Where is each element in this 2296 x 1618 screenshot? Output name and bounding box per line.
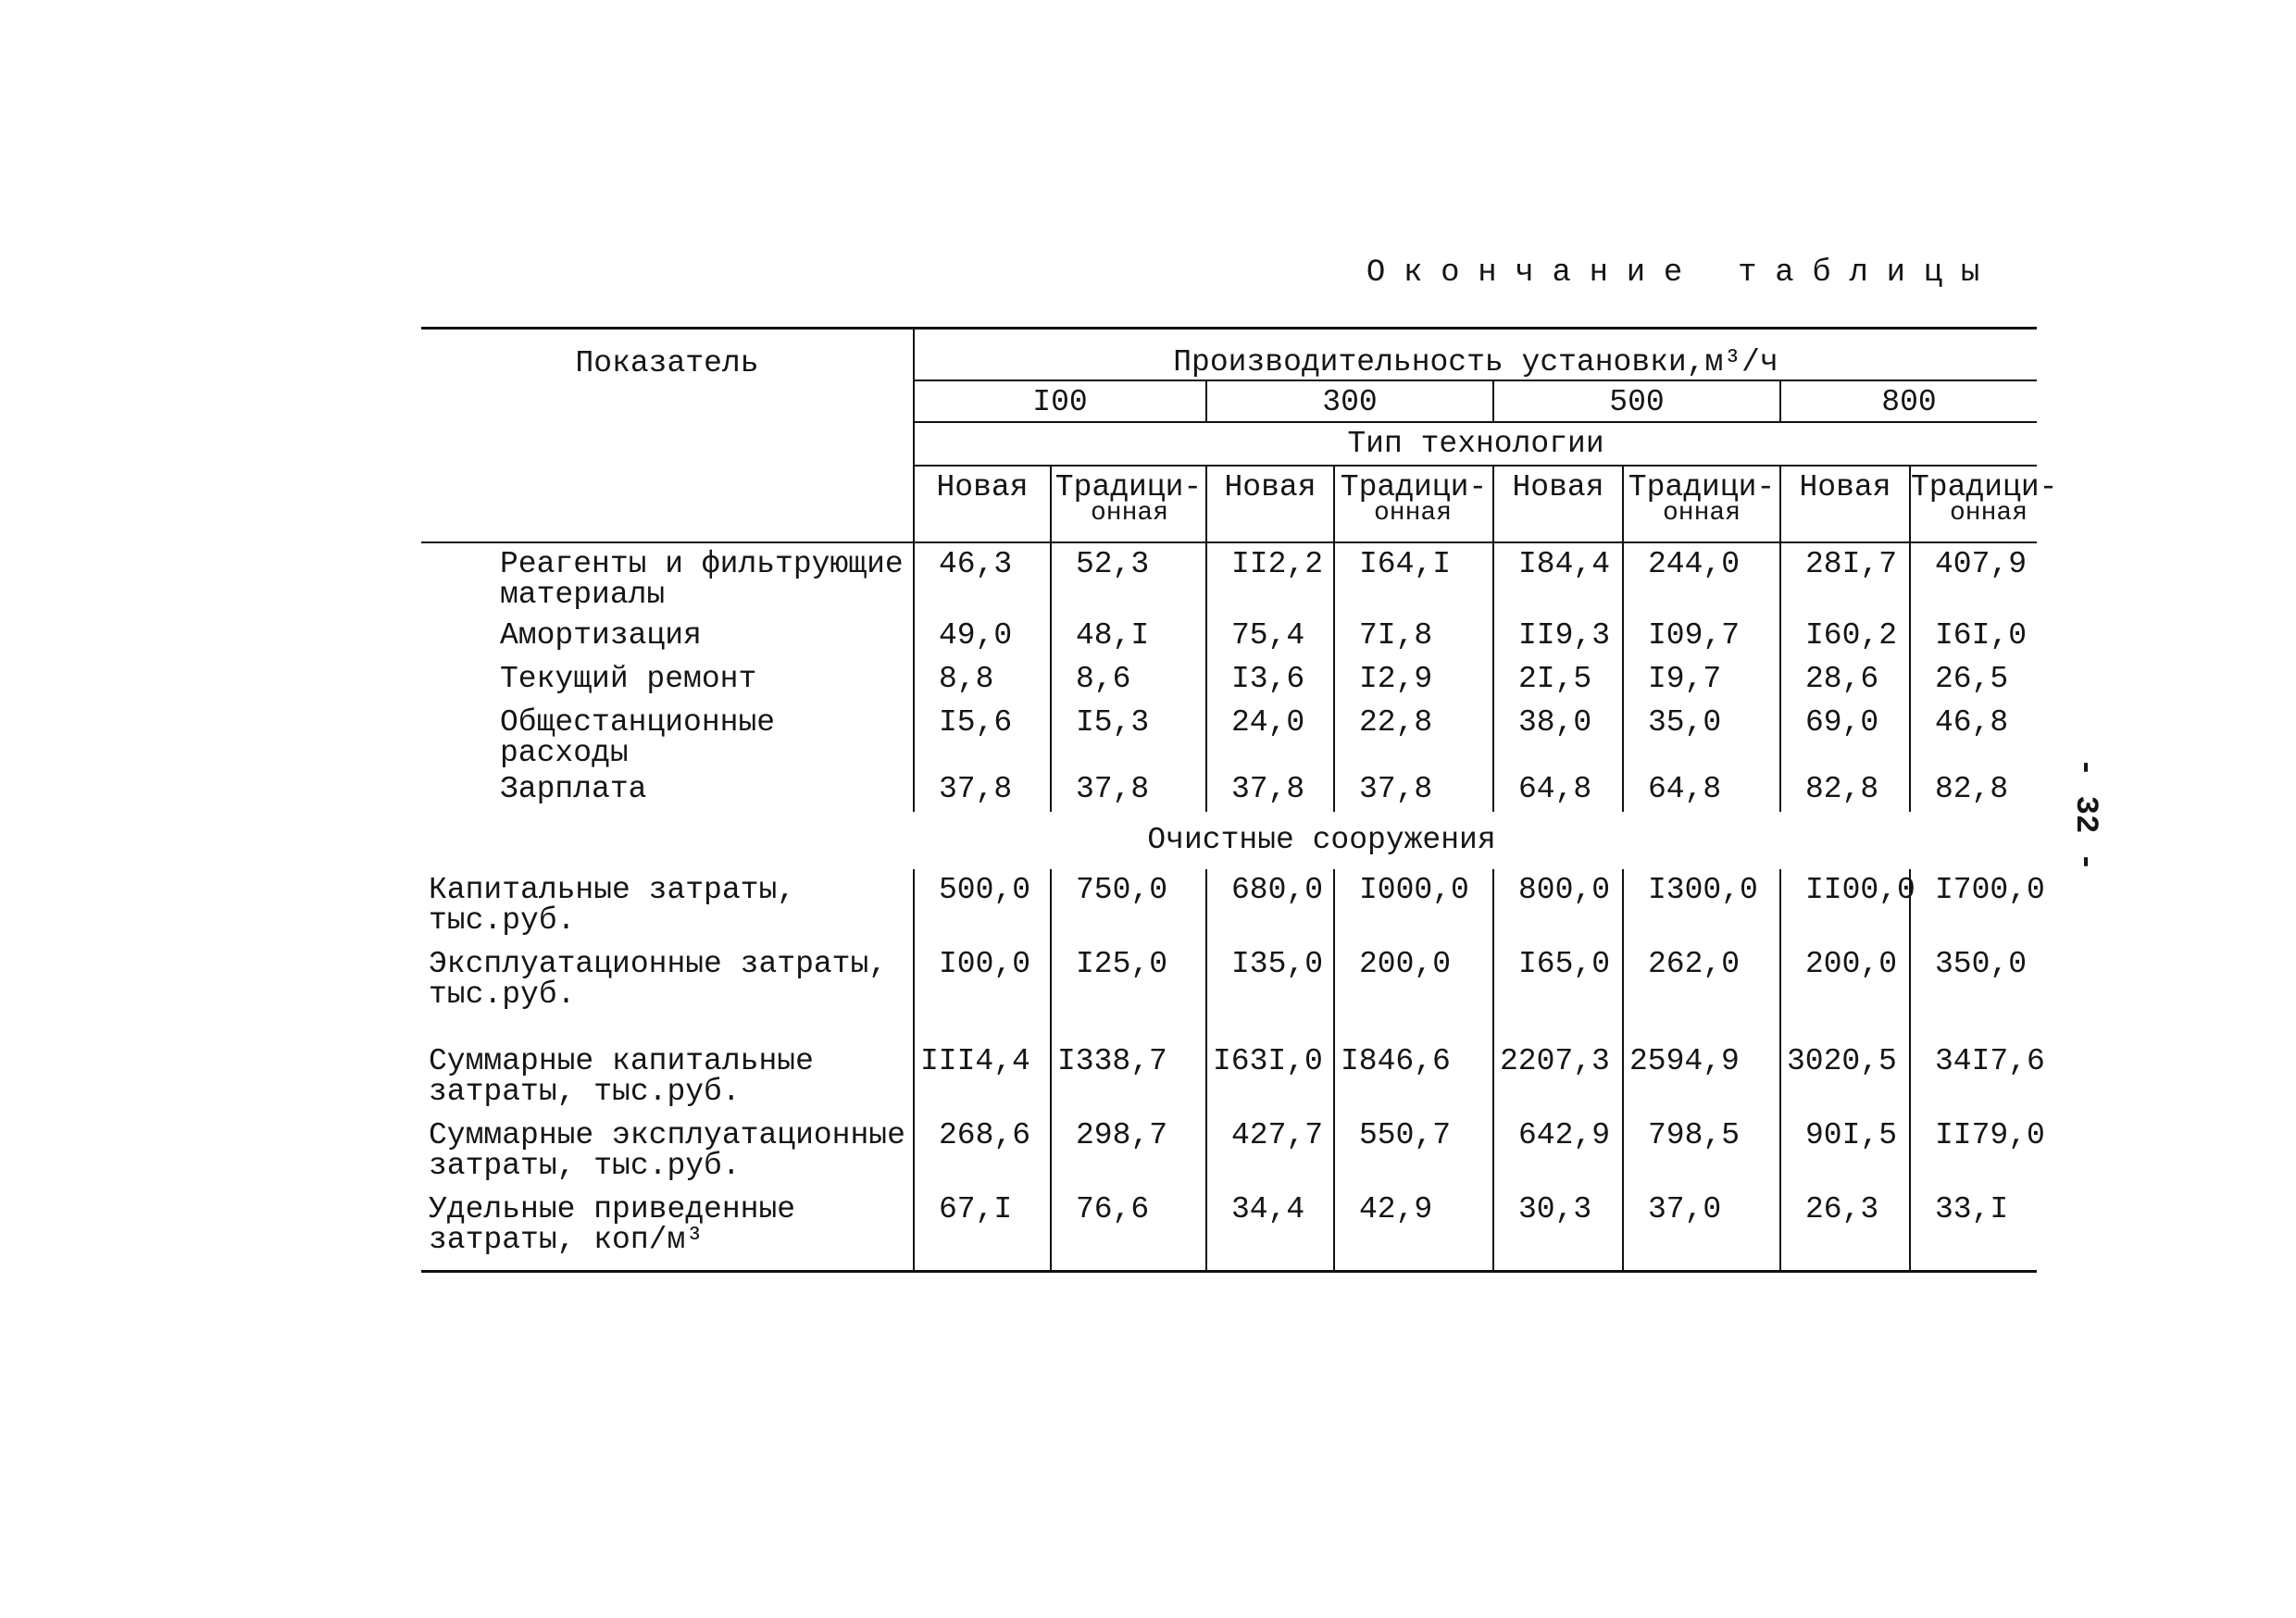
cell-value: 82,8 [1780,768,1910,812]
cell-value: 298,7 [1051,1114,1206,1189]
table-row [421,1040,2037,1114]
cell-value: I700,0 [1910,869,2037,943]
cell-value: I000,0 [1334,869,1493,943]
cell-value: 8,8 [914,658,1051,702]
cell-value: 2207,3 [1493,1040,1623,1114]
cell-value: I846,6 [1334,1040,1493,1114]
table-row [421,1189,2037,1272]
row-label: Амортизация [500,617,702,653]
tech-trad-line2: онная [1091,498,1169,528]
cell-value: 90I,5 [1780,1114,1910,1189]
tech-trad-line1: Традици- [1911,469,2058,504]
cell-value: 427,7 [1206,1114,1334,1189]
table-row [421,768,2037,812]
tech-trad-line1: Традици- [1628,469,1776,504]
cell-value: 200,0 [1780,943,1910,1040]
cell-value: I63I,0 [1206,1040,1334,1114]
row-label: Реагенты и фильтрующие материалы [500,546,904,612]
cell-value: I2,9 [1334,658,1493,702]
row-label: Капитальные затраты, тыс.руб. [429,872,796,938]
tech-trad-line1: Традици- [1054,469,1203,504]
row-label: Удельные приведенные затраты, коп/м³ [421,1189,914,1272]
cell-value: 350,0 [1910,943,2037,1040]
cell-value: 37,8 [1051,768,1206,812]
row-label: Эксплуатационные затраты, тыс.руб. [429,946,888,1012]
tech-trad-line2: онная [1663,498,1741,528]
table-caption: Окончание таблицы [1366,255,1998,291]
capacity-800: 800 [1780,380,2037,422]
cell-value: I338,7 [1051,1040,1206,1114]
cell-value: I25,0 [1051,943,1206,1040]
table-row [421,658,2037,702]
cell-value: II2,2 [1206,542,1334,615]
table-row [421,943,2037,1040]
cell-value: 37,8 [1206,768,1334,812]
cell-value: 680,0 [1206,869,1334,943]
cell-value: 42,9 [1334,1189,1493,1272]
cost-table [421,327,2058,1273]
cell-value: I09,7 [1623,615,1780,658]
header-tech-type: Тип технологии [914,422,2037,466]
cell-value: I9,7 [1623,658,1780,702]
cell-value: 49,0 [914,615,1051,658]
cell-value: 750,0 [1051,869,1206,943]
cell-value: I60,2 [1780,615,1910,658]
tech-new-label: Новая [1512,469,1604,504]
table-row [421,1114,2037,1189]
cell-value: 82,8 [1910,768,2037,812]
cell-value: 200,0 [1334,943,1493,1040]
header-tech-traditional [1051,466,1206,541]
cell-value: 500,0 [914,869,1051,943]
cell-value: I300,0 [1623,869,1780,943]
cell-value: II79,0 [1910,1114,2037,1189]
tech-trad-line1: Традици- [1340,469,1488,504]
cell-value: 67,I [914,1189,1051,1272]
header-tech-new [1206,466,1334,541]
cell-value: 35,0 [1623,702,1780,768]
table-row [421,615,2037,658]
cell-value: 34,4 [1206,1189,1334,1272]
tech-new-label: Новая [1799,469,1891,504]
capacity-100: I00 [914,380,1206,422]
header-tech-new [1493,466,1623,541]
cell-value: 75,4 [1206,615,1334,658]
cell-value: 34I7,6 [1910,1040,2037,1114]
cell-value: 28,6 [1780,658,1910,702]
cell-value: II9,3 [1493,615,1623,658]
header-tech-traditional [1910,466,2058,541]
cell-value: 26,3 [1780,1189,1910,1272]
cell-value: 52,3 [1051,542,1206,615]
cell-value: 2594,9 [1623,1040,1780,1114]
header-indicator: Показатель [421,329,914,541]
cell-value: 8,6 [1051,658,1206,702]
cell-value: III4,4 [914,1040,1051,1114]
cell-value: I5,3 [1051,702,1206,768]
capacity-500: 500 [1493,380,1780,422]
cell-value: 64,8 [1623,768,1780,812]
cell-value: 22,8 [1334,702,1493,768]
cell-value: 550,7 [1334,1114,1493,1189]
cell-value: 64,8 [1493,768,1623,812]
cell-value: I35,0 [1206,943,1334,1040]
tech-new-label: Новая [936,469,1029,504]
cell-value: 38,0 [1493,702,1623,768]
cell-value: 69,0 [1780,702,1910,768]
cell-value: I6I,0 [1910,615,2037,658]
table-row [421,869,2037,943]
header-tech-new [1780,466,1910,541]
cell-value: 30,3 [1493,1189,1623,1272]
tech-trad-line2: онная [1374,498,1453,528]
header-tech-traditional [1334,466,1493,541]
cell-value: I84,4 [1493,542,1623,615]
cell-value: 2I,5 [1493,658,1623,702]
cell-value: 24,0 [1206,702,1334,768]
tech-new-label: Новая [1224,469,1316,504]
cell-value: I00,0 [914,943,1051,1040]
cell-value: 7I,8 [1334,615,1493,658]
row-label: Суммарные капитальные затраты, тыс.руб. [429,1043,814,1109]
table-row [421,702,2037,768]
cell-value: I5,6 [914,702,1051,768]
page-number: - 32 - [2067,757,2103,872]
cell-value: 37,8 [1334,768,1493,812]
section-heading: Очистные сооружения [1147,823,1496,857]
cell-value: II00,0 [1780,869,1910,943]
cell-value: 46,8 [1910,702,2037,768]
cell-value: 26,5 [1910,658,2037,702]
header-tech-traditional [1623,466,1780,541]
cell-value: 46,3 [914,542,1051,615]
cell-value: 76,6 [1051,1189,1206,1272]
row-label: Зарплата [500,771,647,806]
tech-trad-line2: онная [1950,498,2028,528]
cell-value: I3,6 [1206,658,1334,702]
row-label: Суммарные эксплуатационные затраты, тыс.руб. [429,1117,905,1183]
cell-value: 268,6 [914,1114,1051,1189]
cell-value: I65,0 [1493,943,1623,1040]
row-label: Общестанционные расходы [500,704,776,770]
cell-value: 800,0 [1493,869,1623,943]
header-capacity: Производительность установки,м³/ч [914,329,2037,380]
header-tech-new [914,466,1051,541]
cell-value: 798,5 [1623,1114,1780,1189]
row-label: Текущий ремонт [500,661,757,696]
table-row [421,542,2037,615]
cell-value: 28I,7 [1780,542,1910,615]
cell-value: 48,I [1051,615,1206,658]
cell-value: 37,0 [1623,1189,1780,1272]
cell-value: I64,I [1334,542,1493,615]
cell-value: 262,0 [1623,943,1780,1040]
cell-value: 407,9 [1910,542,2037,615]
cell-value: 244,0 [1623,542,1780,615]
capacity-300: 300 [1206,380,1493,422]
cell-value: 642,9 [1493,1114,1623,1189]
cell-value: 37,8 [914,768,1051,812]
cell-value: 33,I [1910,1189,2037,1272]
cell-value: 3020,5 [1780,1040,1910,1114]
